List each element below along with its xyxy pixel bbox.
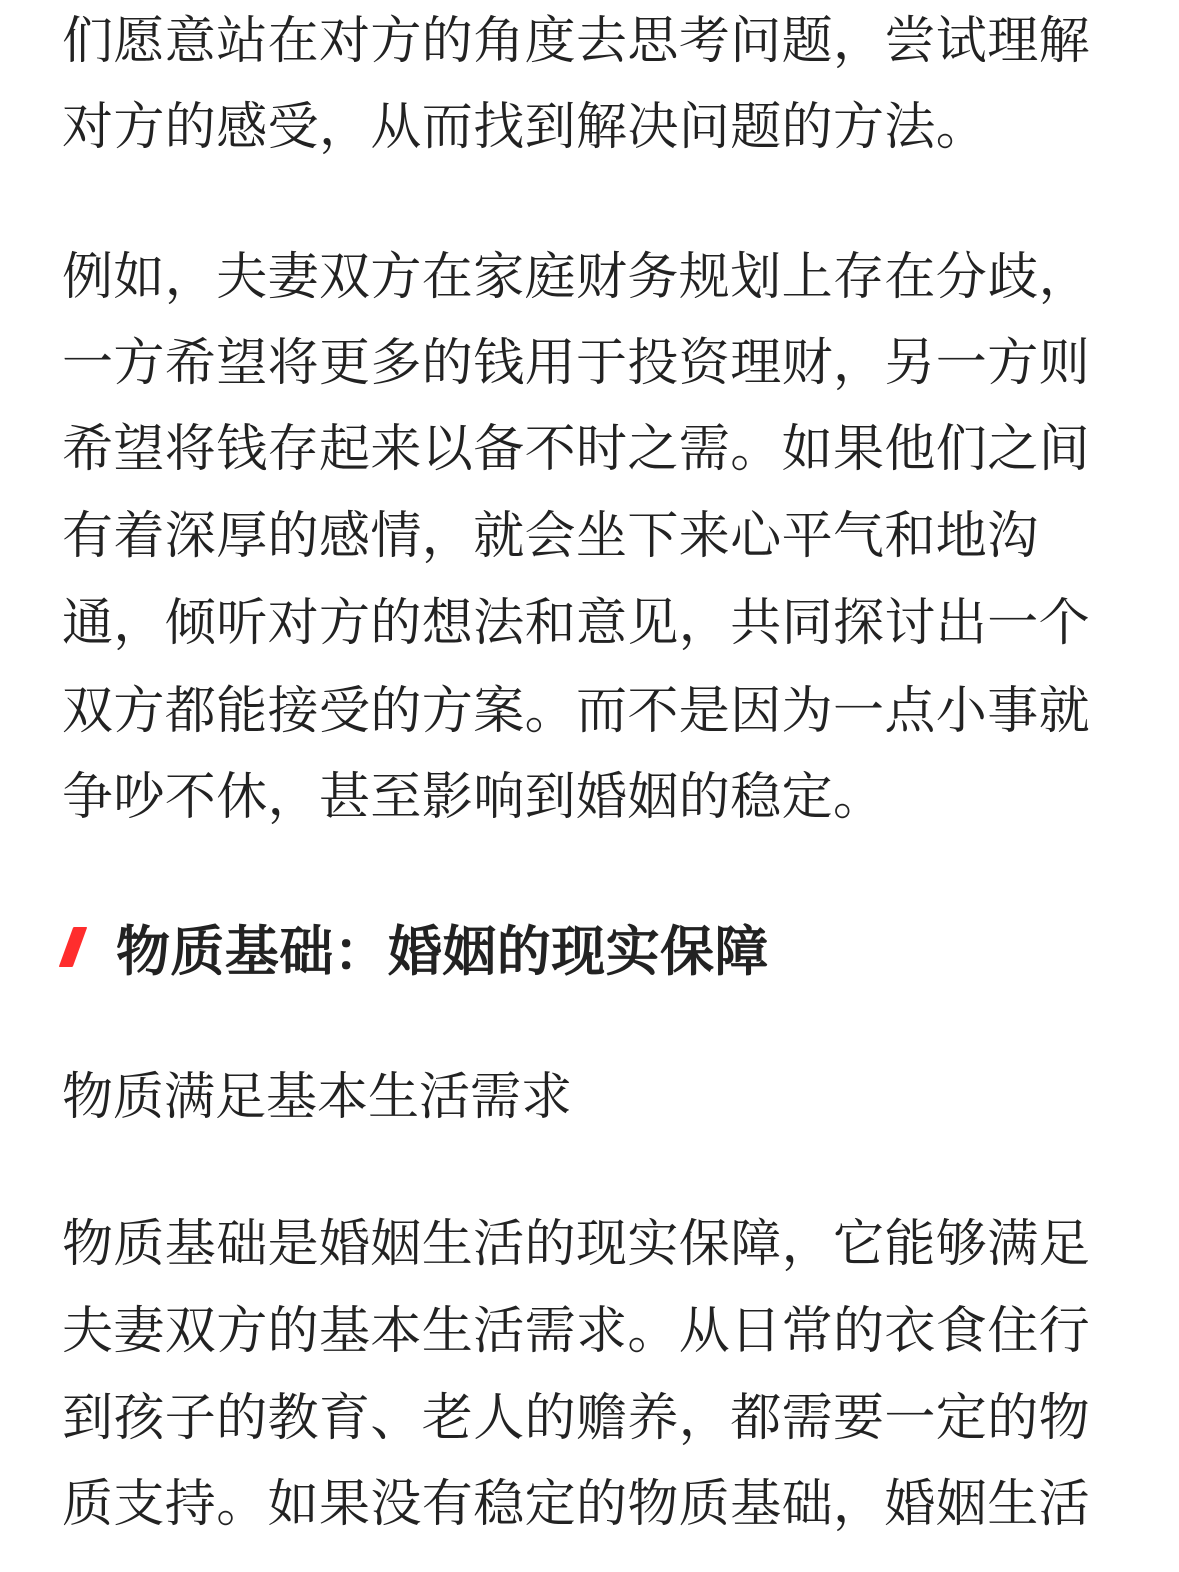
heading-accent-bar (59, 927, 88, 967)
section-heading (62, 912, 769, 982)
text-line: 一方希望将更多的钱用于投资理财，另一方则 (62, 334, 1091, 393)
text-line: 到孩子的教育、老人的赡养，都需要一定的物 (62, 1389, 1091, 1448)
text-line: 们愿意站在对方的角度去思考问题，尝试理解 (62, 12, 1091, 71)
text-line: 物质基础是婚姻生活的现实保障，它能够满足 (62, 1215, 1091, 1274)
text-line: 质支持。如果没有稳定的物质基础，婚姻生活 (62, 1475, 1091, 1534)
subheading: 物质满足基本生活需求 (62, 1068, 573, 1127)
text-line: 双方都能接受的方案。而不是因为一点小事就 (62, 682, 1091, 741)
section-heading-text: 物质基础：婚姻的现实保障 (116, 919, 769, 983)
text-line: 对方的感受，从而找到解决问题的方法。 (62, 98, 988, 157)
text-line: 通，倾听对方的想法和意见，共同探讨出一个 (62, 594, 1091, 653)
text-line: 例如，夫妻双方在家庭财务规划上存在分歧， (62, 248, 1091, 307)
text-line: 有着深厚的感情，就会坐下来心平气和地沟 (62, 507, 1039, 566)
text-line: 争吵不休，甚至影响到婚姻的稳定。 (62, 768, 885, 827)
text-line: 夫妻双方的基本生活需求。从日常的衣食住行 (62, 1302, 1091, 1361)
text-line: 希望将钱存起来以备不时之需。如果他们之间 (62, 420, 1091, 479)
